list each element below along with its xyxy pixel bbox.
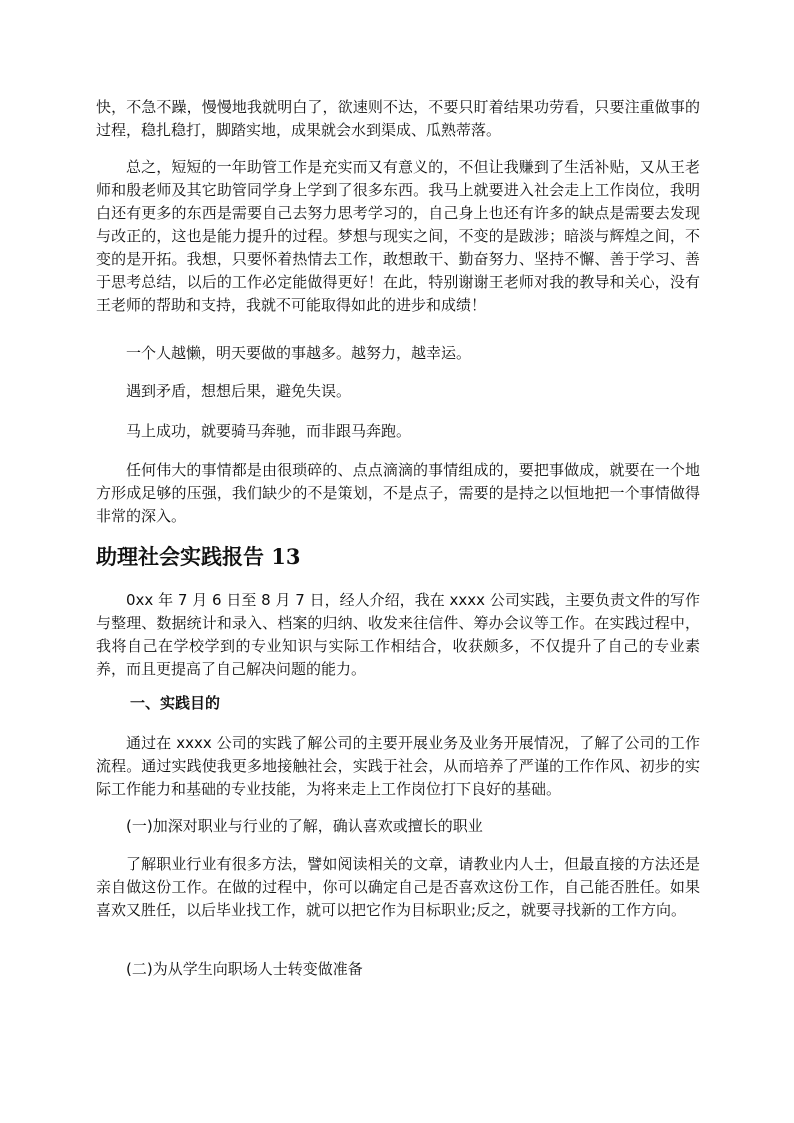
subheading-two: (二)为从学生向职场人士转变做准备 [126,960,363,978]
paragraph-quote-3: 马上成功，就要骑马奔驰，而非跟马奔跑。 [126,422,412,440]
section-title: 助理社会实践报告 13 [96,544,301,569]
paragraph-quote-2: 遇到矛盾，想想后果，避免失误。 [126,382,352,400]
paragraph-intro: 0xx 年 7 月 6 日至 8 月 7 日，经人介绍，我在 xxxx 公司实践，主要负责文件的写作与整理、数据统计和录入、档案的归纳、收发来往信件、筹办会议等工作。在实践过程中，我将自己在学校学到的专业知识与实际工作相结合，收获颇多，不仅提升了自己的专业素养，而且更提高了自己解决问题的能力。 [96,591,700,678]
paragraph-purpose: 通过在 xxxx 公司的实践了解公司的主要开展业务及业务开展情况，了解了公司的工作流程。通过实践使我更多地接触社会，实践于社会，从而培养了严谨的工作作风、初步的实际工作能力和基础的专业技能，为将来走上工作岗位打下良好的基础。 [96,734,700,798]
paragraph-quote-1: 一个人越懒，明天要做的事越多。越努力，越幸运。 [126,344,472,362]
paragraph-continuation: 快，不急不躁，慢慢地我就明白了，欲速则不达，不要只盯着结果功劳看，只要注重做事的过程，稳扎稳打，脚踏实地，成果就会水到渠成、瓜熟蒂落。 [96,98,700,139]
paragraph-summary: 总之，短短的一年助管工作是充实而又有意义的，不但让我赚到了生活补贴，又从王老师和殷老师及其它助管同学身上学到了很多东西。我马上就要进入社会走上工作岗位，我明白还有更多的东西是需要自己去努力思考学习的，自己身上也还有许多的缺点是需要去发现与改正的，这也是能力提升的过程。梦想与现实之间，不变的是跋涉；暗淡与辉煌之间，不变的是开拓。我想，只要怀着热情去工作，敢想敢干、勤奋努力、坚持不懈、善于学习、善于思考总结，以后的工作必定能做得更好！在此，特别谢谢王老师对我的教导和关心，没有王老师的帮助和支持，我就不可能取得如此的进步和成绩！ [96,158,700,314]
heading-purpose: 一、实践目的 [130,694,221,712]
paragraph-career: 了解职业行业有很多方法，譬如阅读相关的文章，请教业内人士，但最直接的方法还是亲自做这份工作。在做的过程中，你可以确定自己是否喜欢这份工作，自己能否胜任。如果喜欢又胜任，以后毕业找工作，就可以把它作为目标职业;反之，就要寻找新的工作方向。 [96,855,700,919]
subheading-one: (一)加深对职业与行业的了解，确认喜欢或擅长的职业 [126,817,483,835]
paragraph-quote-4: 任何伟大的事情都是由很琐碎的、点点滴滴的事情组成的，要把事做成，就要在一个地方形成足够的压强，我们缺少的不是策划，不是点子，需要的是持之以恒地把一个事情做得非常的深入。 [96,461,700,525]
